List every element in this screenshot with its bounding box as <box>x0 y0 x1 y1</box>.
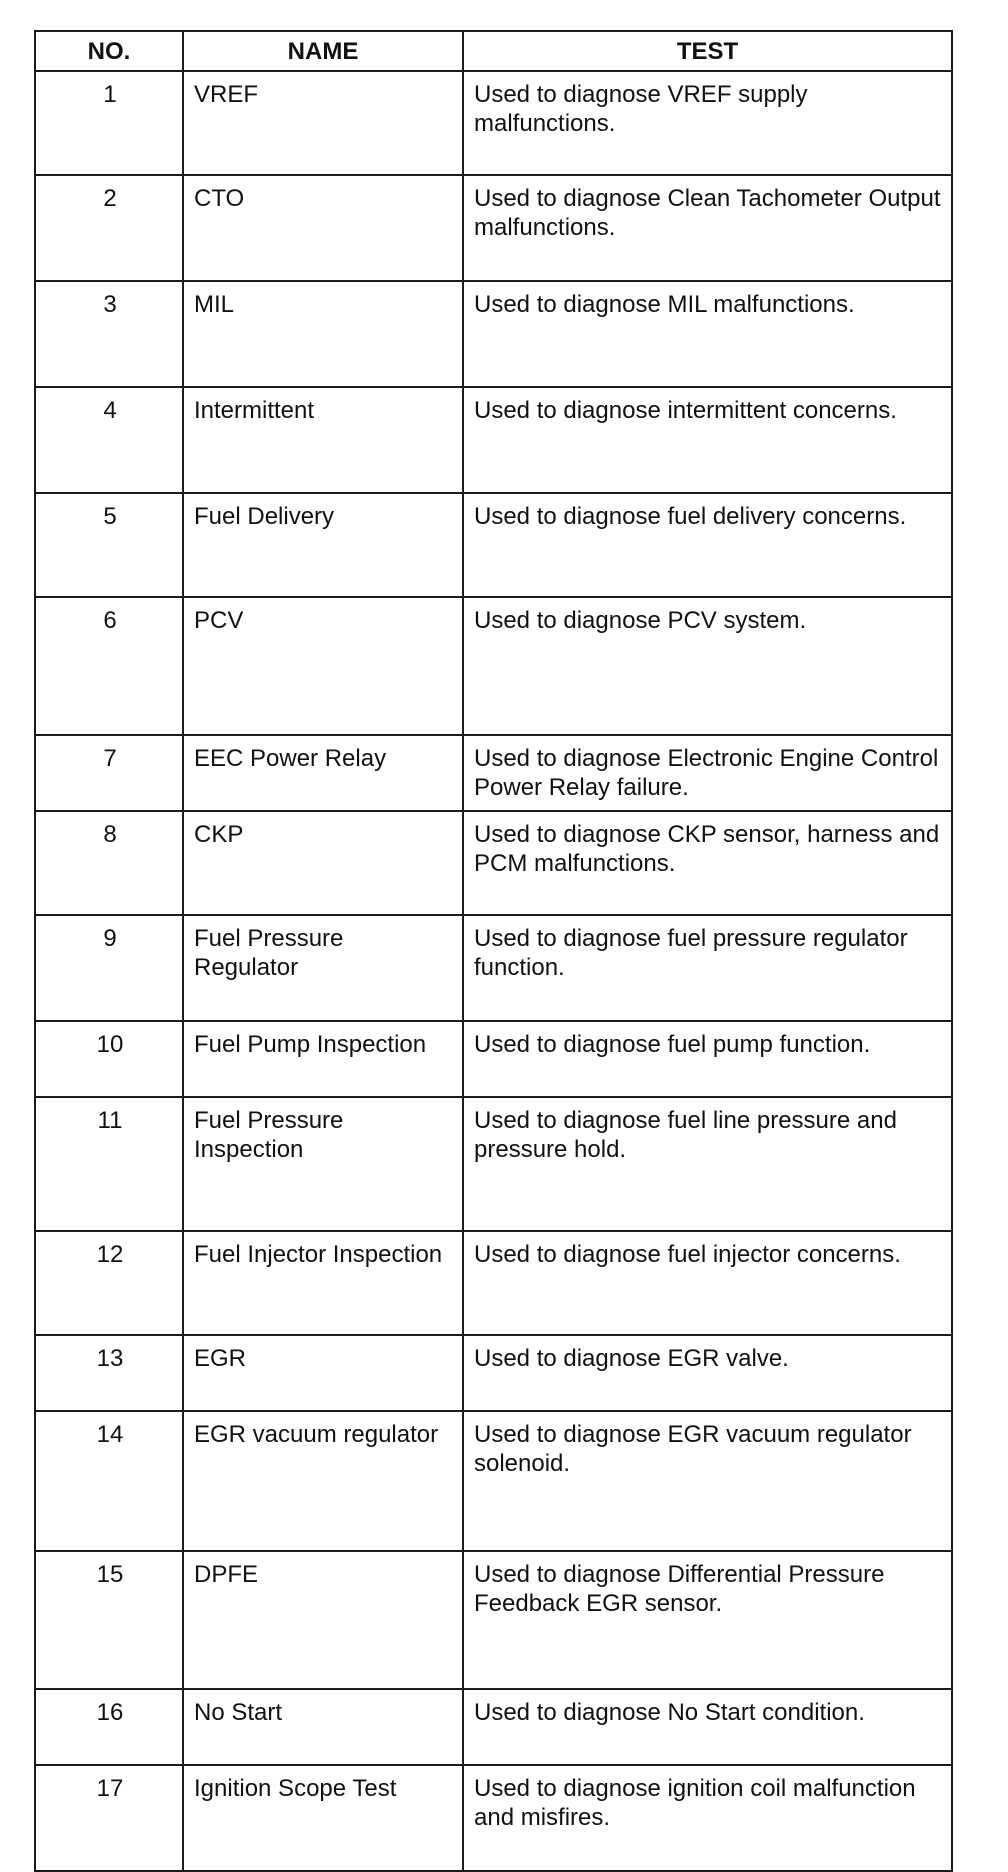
row-number: 16 <box>35 1689 183 1765</box>
row-name: MIL <box>183 281 463 387</box>
row-name: EGR vacuum regulator <box>183 1411 463 1551</box>
row-number: 14 <box>35 1411 183 1551</box>
row-test: Used to diagnose CKP sensor, harness and PCM malfunctions. <box>463 811 952 915</box>
table-row <box>35 1231 952 1335</box>
row-test: Used to diagnose Differential Pressure Feedback EGR sensor. <box>463 1551 952 1689</box>
table-row <box>35 1551 952 1689</box>
row-number: 4 <box>35 387 183 493</box>
row-name: Fuel Pump Inspection <box>183 1021 463 1097</box>
row-number: 11 <box>35 1097 183 1231</box>
row-test: Used to diagnose ignition coil malfunction and misfires. <box>463 1765 952 1871</box>
row-name: Ignition Scope Test <box>183 1765 463 1871</box>
row-test: Used to diagnose EGR vacuum regulator solenoid. <box>463 1411 952 1551</box>
row-test: Used to diagnose Electronic Engine Control Power Relay failure. <box>463 735 952 811</box>
row-number: 7 <box>35 735 183 811</box>
row-number: 13 <box>35 1335 183 1411</box>
table-row <box>35 1411 952 1551</box>
table-row <box>35 1335 952 1411</box>
table-row <box>35 811 952 915</box>
row-test: Used to diagnose fuel line pressure and pressure hold. <box>463 1097 952 1231</box>
row-name: Fuel Delivery <box>183 493 463 597</box>
row-number: 6 <box>35 597 183 735</box>
table-row <box>35 1097 952 1231</box>
row-test: Used to diagnose fuel pressure regulator function. <box>463 915 952 1021</box>
header-name: NAME <box>183 31 463 71</box>
row-name: DPFE <box>183 1551 463 1689</box>
diagnostic-test-table <box>34 30 953 1872</box>
row-test: Used to diagnose fuel delivery concerns. <box>463 493 952 597</box>
table-row <box>35 281 952 387</box>
row-number: 15 <box>35 1551 183 1689</box>
table-row <box>35 71 952 175</box>
diagnostic-test-table-container <box>34 30 951 1872</box>
table-header-row <box>35 31 952 71</box>
table-row <box>35 1689 952 1765</box>
row-test: Used to diagnose VREF supply malfunctions. <box>463 71 952 175</box>
row-number: 2 <box>35 175 183 281</box>
row-name: VREF <box>183 71 463 175</box>
table-row <box>35 1021 952 1097</box>
table-row <box>35 735 952 811</box>
row-name: Fuel Injector Inspection <box>183 1231 463 1335</box>
table-row <box>35 915 952 1021</box>
row-name: PCV <box>183 597 463 735</box>
row-number: 10 <box>35 1021 183 1097</box>
row-test: Used to diagnose MIL malfunctions. <box>463 281 952 387</box>
row-number: 9 <box>35 915 183 1021</box>
row-number: 8 <box>35 811 183 915</box>
row-test: Used to diagnose fuel pump function. <box>463 1021 952 1097</box>
row-name: Intermittent <box>183 387 463 493</box>
table-row <box>35 387 952 493</box>
table-row <box>35 1765 952 1871</box>
row-number: 3 <box>35 281 183 387</box>
header-test: TEST <box>463 31 952 71</box>
table-row <box>35 597 952 735</box>
row-number: 12 <box>35 1231 183 1335</box>
row-test: Used to diagnose Clean Tachometer Output malfunctions. <box>463 175 952 281</box>
table-row <box>35 493 952 597</box>
row-test: Used to diagnose PCV system. <box>463 597 952 735</box>
row-name: CTO <box>183 175 463 281</box>
row-name: EGR <box>183 1335 463 1411</box>
row-name: CKP <box>183 811 463 915</box>
row-name: No Start <box>183 1689 463 1765</box>
row-number: 17 <box>35 1765 183 1871</box>
row-number: 1 <box>35 71 183 175</box>
row-test: Used to diagnose No Start condition. <box>463 1689 952 1765</box>
row-name: Fuel Pressure Regulator <box>183 915 463 1021</box>
row-name: EEC Power Relay <box>183 735 463 811</box>
row-number: 5 <box>35 493 183 597</box>
table-row <box>35 175 952 281</box>
row-name: Fuel Pressure Inspection <box>183 1097 463 1231</box>
row-test: Used to diagnose intermittent concerns. <box>463 387 952 493</box>
row-test: Used to diagnose fuel injector concerns. <box>463 1231 952 1335</box>
row-test: Used to diagnose EGR valve. <box>463 1335 952 1411</box>
header-no: NO. <box>35 31 183 71</box>
